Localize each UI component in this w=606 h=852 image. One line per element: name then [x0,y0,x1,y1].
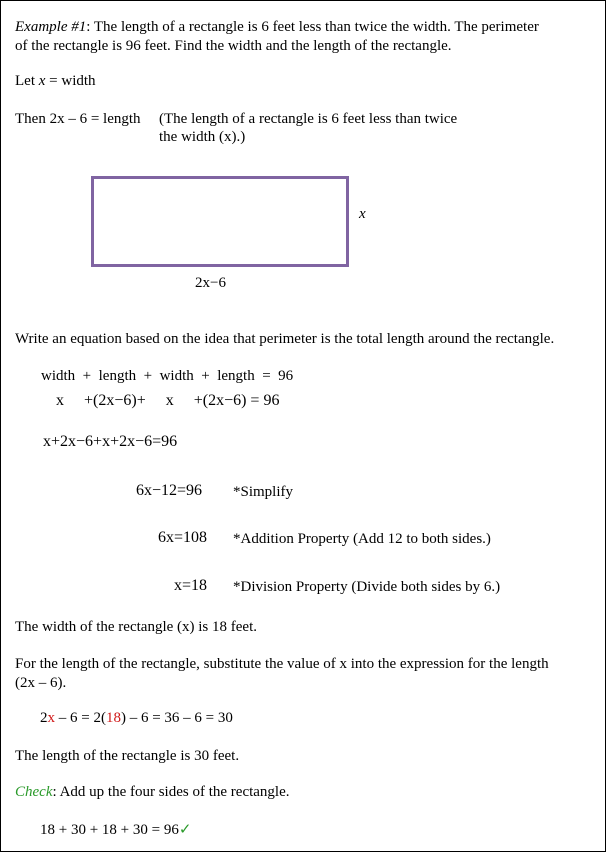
step-2-equation: 6x=108 [158,529,208,546]
sub-end: ) – 6 = 36 – 6 = 30 [120,710,233,726]
substitution-equation [40,709,233,727]
equation-words: width + length + width + length = 96 [41,368,294,384]
let-suffix: = width [45,73,96,89]
rectangle-length-label: 2x−6 [195,275,226,291]
width-result: The width of the rectangle (x) is 18 feet. [15,619,257,635]
problem-line-2: of the rectangle is 96 feet. Find the width and the length of the rectangle. [15,38,452,54]
problem-text-1: : The length of a rectangle is 6 feet less than twice the width. The perimeter [86,19,539,35]
length-intro-line-2: (2x – 6). [15,675,67,691]
rectangle-width-label: x [359,206,366,222]
then-statement: Then 2x – 6 = length [15,111,141,127]
step-1-reason: *Simplify [233,484,294,500]
let-variable: x [38,73,46,89]
equation-symbolic: x +(2x−6)+ x +(2x−6) = 96 [56,392,280,409]
let-prefix: Let [15,73,39,89]
then-note-line-2: the width (x).) [159,129,246,145]
sub-variable: x [47,710,55,726]
length-result: The length of the rectangle is 30 feet. [15,748,240,764]
instruction-text: Write an equation based on the idea that perimeter is the total length around the rectangle. [15,331,555,347]
check-line [15,783,290,801]
sub-coefficient: 2 [40,710,48,726]
length-intro-line-1: For the length of the rectangle, substitute the value of x into the expression for the length [15,656,549,672]
sub-middle: – 6 = 2( [55,710,106,726]
check-sum: 18 + 30 + 18 + 30 = 96 [40,822,179,838]
rectangle-diagram [91,176,349,267]
problem-line-1 [15,18,539,36]
equation-expanded: x+2x−6+x+2x−6=96 [43,433,178,450]
example-label: Example #1 [15,19,87,35]
step-3-equation: x=18 [174,577,208,594]
then-note-line-1: (The length of a rectangle is 6 feet less than twice [159,111,458,127]
sub-value: 18 [105,710,121,726]
checkmark-icon: ✓ [178,822,192,838]
check-text: : Add up the four sides of the rectangle. [52,784,290,800]
let-statement [15,72,96,90]
check-sum-line [40,821,191,839]
step-2-reason: *Addition Property (Add 12 to both sides.) [233,531,491,547]
check-label: Check [15,784,53,800]
step-3-reason: *Division Property (Divide both sides by 6.) [233,579,501,595]
step-1-equation: 6x−12=96 [136,482,203,499]
